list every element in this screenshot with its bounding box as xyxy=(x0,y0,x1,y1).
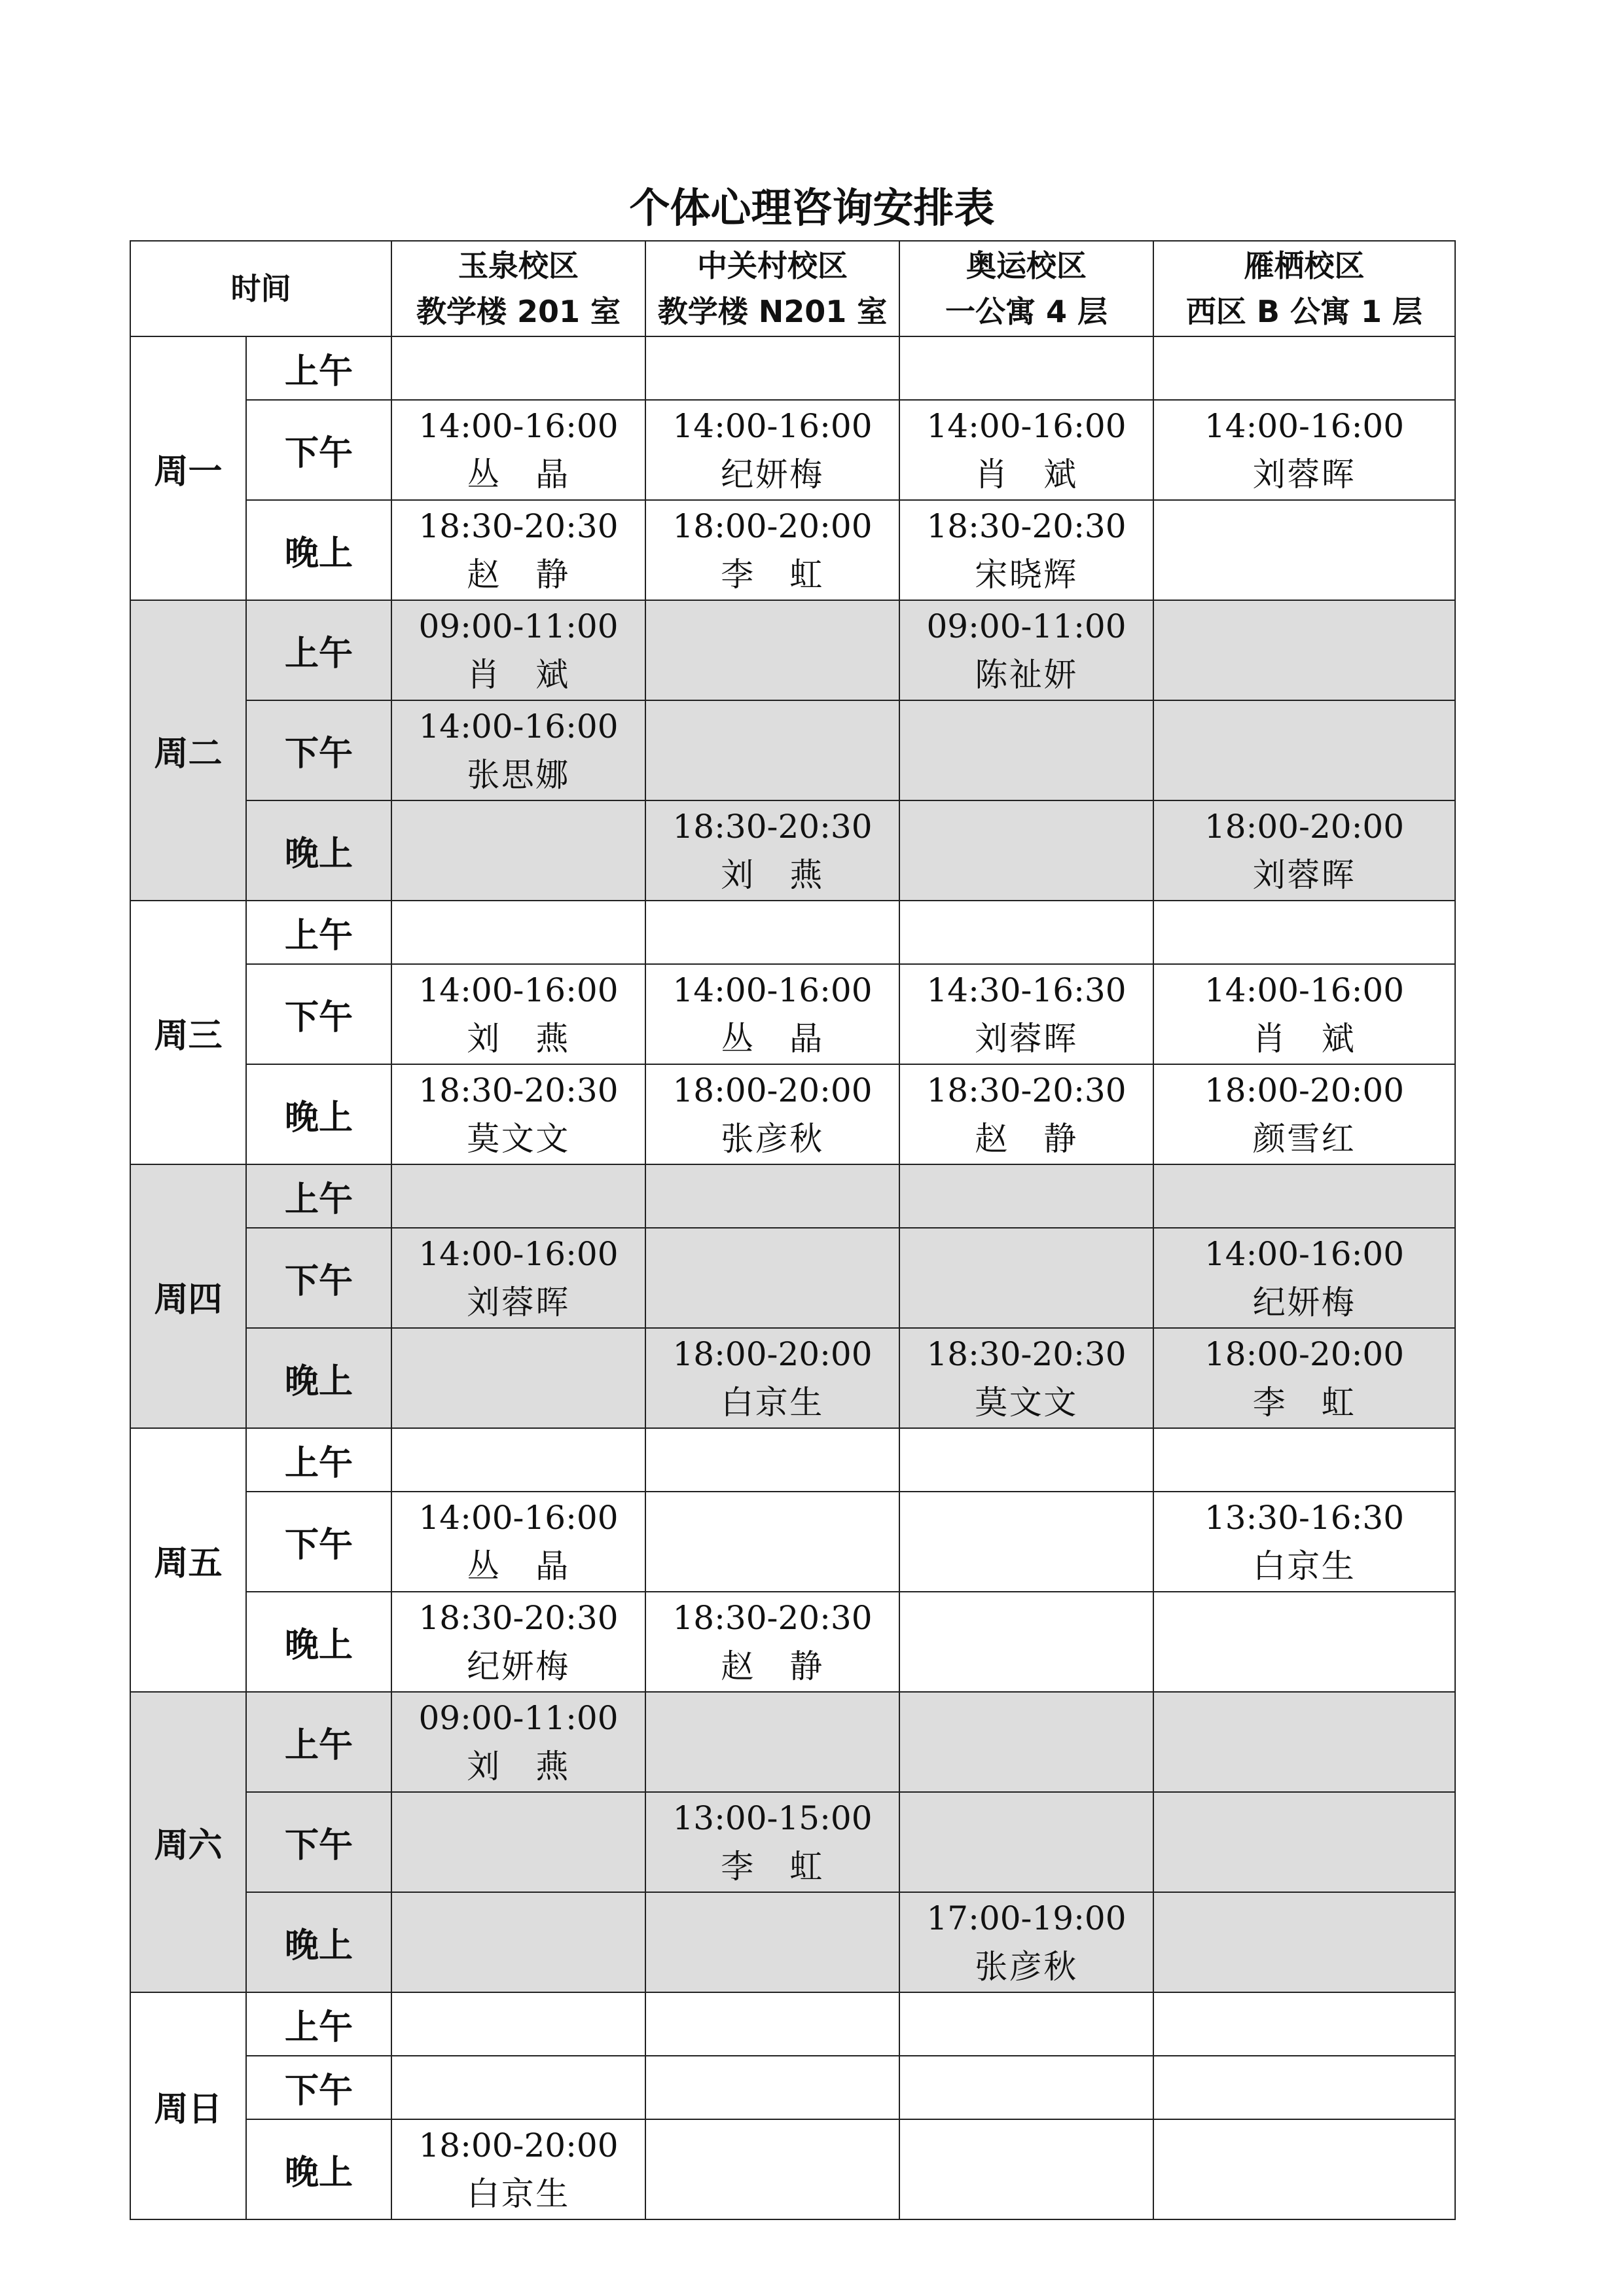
slot-time: 14:00-16:00 xyxy=(672,406,873,445)
slot-time: 14:00-16:00 xyxy=(1204,971,1405,1009)
campus-location: 教学楼 N201 室 xyxy=(657,294,888,329)
header-campus-yuquan xyxy=(391,241,645,336)
schedule-cell xyxy=(899,1064,1153,1164)
schedule-cell xyxy=(899,700,1153,800)
slot-time: 18:30-20:30 xyxy=(672,807,873,846)
slot-time: 14:00-16:00 xyxy=(418,971,619,1009)
period-label: 下午 xyxy=(246,2056,391,2119)
schedule-cell xyxy=(1153,1228,1455,1328)
schedule-row xyxy=(130,400,1455,500)
schedule-row xyxy=(130,600,1455,700)
schedule-cell xyxy=(1153,964,1455,1064)
day-label: 周四 xyxy=(130,1164,246,1428)
slot-time: 18:00-20:00 xyxy=(1204,1335,1405,1373)
schedule-cell xyxy=(645,964,899,1064)
schedule-cell xyxy=(899,1492,1153,1592)
schedule-cell xyxy=(645,1492,899,1592)
schedule-cell xyxy=(645,901,899,964)
schedule-row xyxy=(130,964,1455,1064)
period-label: 晚上 xyxy=(246,1328,391,1428)
schedule-row xyxy=(130,1328,1455,1428)
schedule-cell xyxy=(1153,800,1455,901)
header-campus-aoyun xyxy=(899,241,1153,336)
period-label: 下午 xyxy=(246,400,391,500)
schedule-cell xyxy=(645,1592,899,1692)
slot-time: 09:00-11:00 xyxy=(418,607,619,645)
counselor-name: 李 虹 xyxy=(1252,1383,1356,1422)
schedule-cell xyxy=(1153,2119,1455,2219)
day-label: 周五 xyxy=(130,1428,246,1692)
schedule-cell xyxy=(391,800,645,901)
period-label: 晚上 xyxy=(246,800,391,901)
schedule-row xyxy=(130,1892,1455,1992)
schedule-cell xyxy=(391,2119,645,2219)
schedule-cell xyxy=(1153,1692,1455,1792)
counselor-name: 肖 斌 xyxy=(467,655,570,694)
schedule-cell xyxy=(645,1692,899,1792)
day-label: 周日 xyxy=(130,1992,246,2219)
schedule-cell xyxy=(391,1228,645,1328)
schedule-cell xyxy=(899,2056,1153,2119)
schedule-cell xyxy=(391,600,645,700)
page-title: 个体心理咨询安排表 xyxy=(629,184,995,232)
header-campus-yanqi xyxy=(1153,241,1455,336)
counselor-name: 丛 晶 xyxy=(467,1547,570,1585)
campus-name: 雁栖校区 xyxy=(1244,248,1365,283)
schedule-row xyxy=(130,1992,1455,2056)
counselor-name: 肖 斌 xyxy=(975,455,1078,493)
schedule-cell xyxy=(1153,1164,1455,1228)
schedule-row xyxy=(130,1064,1455,1164)
schedule-cell xyxy=(391,1428,645,1492)
counselor-name: 李 虹 xyxy=(721,1847,824,1886)
schedule-cell xyxy=(391,400,645,500)
slot-time: 14:00-16:00 xyxy=(418,707,619,745)
slot-time: 18:30-20:30 xyxy=(926,1335,1127,1373)
counselor-name: 白京生 xyxy=(1252,1547,1356,1585)
schedule-cell xyxy=(391,1164,645,1228)
schedule-cell xyxy=(899,1692,1153,1792)
campus-location: 教学楼 201 室 xyxy=(416,294,621,329)
schedule-cell xyxy=(645,1164,899,1228)
counselor-name: 颜雪红 xyxy=(1252,1119,1356,1158)
schedule-row xyxy=(130,700,1455,800)
day-label: 周三 xyxy=(130,901,246,1164)
schedule-cell xyxy=(391,1328,645,1428)
counselor-name: 白京生 xyxy=(721,1383,824,1422)
counselor-name: 丛 晶 xyxy=(721,1019,824,1058)
slot-time: 18:00-20:00 xyxy=(672,1335,873,1373)
schedule-cell xyxy=(391,1792,645,1892)
schedule-cell xyxy=(1153,1792,1455,1892)
schedule-cell xyxy=(1153,1428,1455,1492)
period-label: 晚上 xyxy=(246,1592,391,1692)
schedule-cell xyxy=(1153,901,1455,964)
counselor-name: 丛 晶 xyxy=(467,455,570,493)
slot-time: 18:30-20:30 xyxy=(672,1598,873,1637)
schedule-cell xyxy=(391,1592,645,1692)
counselor-name: 陈祉妍 xyxy=(975,655,1078,694)
schedule-row xyxy=(130,1164,1455,1228)
slot-time: 09:00-11:00 xyxy=(926,607,1127,645)
day-label: 周六 xyxy=(130,1692,246,1992)
period-label: 上午 xyxy=(246,1164,391,1228)
schedule-cell xyxy=(645,600,899,700)
period-label: 上午 xyxy=(246,1692,391,1792)
schedule-cell xyxy=(391,1892,645,1992)
schedule-row xyxy=(130,336,1455,400)
schedule-cell xyxy=(645,1228,899,1328)
schedule-cell xyxy=(899,1892,1153,1992)
counselor-name: 宋晓辉 xyxy=(975,555,1078,594)
schedule-cell xyxy=(899,2119,1153,2219)
slot-time: 18:30-20:30 xyxy=(418,1071,619,1109)
schedule-cell xyxy=(899,964,1153,1064)
counselor-name: 莫文文 xyxy=(975,1383,1078,1422)
slot-time: 14:00-16:00 xyxy=(926,406,1127,445)
schedule-row xyxy=(130,2056,1455,2119)
campus-location: 西区 B 公寓 1 层 xyxy=(1185,294,1423,329)
slot-time: 18:00-20:00 xyxy=(1204,807,1405,846)
schedule-row xyxy=(130,1792,1455,1892)
schedule-cell xyxy=(645,700,899,800)
schedule-cell xyxy=(391,1692,645,1792)
slot-time: 18:00-20:00 xyxy=(672,1071,873,1109)
counselor-name: 张彦秋 xyxy=(721,1119,824,1158)
schedule-cell xyxy=(645,1064,899,1164)
slot-time: 13:30-16:30 xyxy=(1204,1498,1405,1537)
schedule-cell xyxy=(391,700,645,800)
period-label: 下午 xyxy=(246,1492,391,1592)
schedule-cell xyxy=(1153,1328,1455,1428)
counselor-name: 刘蓉晖 xyxy=(467,1283,570,1321)
slot-time: 14:30-16:30 xyxy=(926,971,1127,1009)
slot-time: 18:30-20:30 xyxy=(926,1071,1127,1109)
schedule-cell xyxy=(391,964,645,1064)
period-label: 晚上 xyxy=(246,1064,391,1164)
period-label: 晚上 xyxy=(246,1892,391,1992)
slot-time: 18:30-20:30 xyxy=(418,507,619,545)
header-row xyxy=(130,241,1455,336)
schedule-cell xyxy=(1153,1492,1455,1592)
schedule-cell xyxy=(645,1792,899,1892)
slot-time: 18:00-20:00 xyxy=(672,507,873,545)
schedule-cell xyxy=(899,600,1153,700)
period-label: 上午 xyxy=(246,1428,391,1492)
schedule-cell xyxy=(645,1328,899,1428)
slot-time: 18:30-20:30 xyxy=(926,507,1127,545)
slot-time: 14:00-16:00 xyxy=(418,1234,619,1273)
period-label: 上午 xyxy=(246,336,391,400)
period-label: 上午 xyxy=(246,901,391,964)
schedule-table xyxy=(130,240,1456,2220)
schedule-row xyxy=(130,1428,1455,1492)
counselor-name: 刘 燕 xyxy=(467,1747,570,1785)
campus-name: 奥运校区 xyxy=(966,248,1087,283)
counselor-name: 刘 燕 xyxy=(721,855,824,894)
slot-time: 18:00-20:00 xyxy=(1204,1071,1405,1109)
schedule-cell xyxy=(391,1992,645,2056)
header-campus-zhongguancun xyxy=(645,241,899,336)
day-label: 周一 xyxy=(130,336,246,600)
period-label: 下午 xyxy=(246,700,391,800)
slot-time: 14:00-16:00 xyxy=(1204,406,1405,445)
counselor-name: 纪妍梅 xyxy=(467,1647,570,1685)
schedule-cell xyxy=(1153,1064,1455,1164)
schedule-row xyxy=(130,2119,1455,2219)
campus-location: 一公寓 4 层 xyxy=(945,294,1108,329)
schedule-cell xyxy=(645,2119,899,2219)
period-label: 晚上 xyxy=(246,2119,391,2219)
slot-time: 17:00-19:00 xyxy=(926,1899,1127,1937)
day-label: 周二 xyxy=(130,600,246,901)
schedule-cell xyxy=(899,1792,1153,1892)
slot-time: 09:00-11:00 xyxy=(418,1698,619,1737)
schedule-cell xyxy=(645,336,899,400)
schedule-cell xyxy=(645,400,899,500)
header-time: 时间 xyxy=(130,241,391,336)
schedule-row xyxy=(130,1592,1455,1692)
counselor-name: 刘蓉晖 xyxy=(975,1019,1078,1058)
schedule-row xyxy=(130,901,1455,964)
schedule-cell xyxy=(899,336,1153,400)
schedule-row xyxy=(130,500,1455,600)
counselor-name: 张思娜 xyxy=(467,755,570,794)
schedule-cell xyxy=(391,901,645,964)
period-label: 晚上 xyxy=(246,500,391,600)
schedule-cell xyxy=(1153,2056,1455,2119)
schedule-cell xyxy=(899,400,1153,500)
schedule-cell xyxy=(1153,500,1455,600)
counselor-name: 赵 静 xyxy=(721,1647,824,1685)
period-label: 下午 xyxy=(246,1792,391,1892)
period-label: 下午 xyxy=(246,1228,391,1328)
counselor-name: 莫文文 xyxy=(467,1119,570,1158)
schedule-cell xyxy=(391,1064,645,1164)
slot-time: 14:00-16:00 xyxy=(418,406,619,445)
slot-time: 18:30-20:30 xyxy=(418,1598,619,1637)
slot-time: 14:00-16:00 xyxy=(418,1498,619,1537)
schedule-cell xyxy=(391,336,645,400)
schedule-cell xyxy=(1153,400,1455,500)
slot-time: 18:00-20:00 xyxy=(418,2126,619,2164)
slot-time: 14:00-16:00 xyxy=(1204,1234,1405,1273)
schedule-cell xyxy=(1153,336,1455,400)
schedule-row xyxy=(130,800,1455,901)
schedule-cell xyxy=(391,1492,645,1592)
schedule-cell xyxy=(645,500,899,600)
counselor-name: 纪妍梅 xyxy=(1252,1283,1356,1321)
schedule-cell xyxy=(645,1992,899,2056)
schedule-cell xyxy=(1153,1892,1455,1992)
campus-name: 玉泉校区 xyxy=(458,248,579,283)
counselor-name: 刘蓉晖 xyxy=(1252,455,1356,493)
schedule-cell xyxy=(645,2056,899,2119)
period-label: 上午 xyxy=(246,600,391,700)
schedule-cell xyxy=(899,1592,1153,1692)
schedule-cell xyxy=(899,1428,1153,1492)
schedule-cell xyxy=(645,1428,899,1492)
schedule-body xyxy=(130,336,1455,2219)
schedule-cell xyxy=(899,1164,1153,1228)
slot-time: 14:00-16:00 xyxy=(672,971,873,1009)
schedule-cell xyxy=(1153,1592,1455,1692)
counselor-name: 刘 燕 xyxy=(467,1019,570,1058)
schedule-row xyxy=(130,1492,1455,1592)
schedule-cell xyxy=(899,1228,1153,1328)
slot-time: 13:00-15:00 xyxy=(672,1799,873,1837)
schedule-row xyxy=(130,1692,1455,1792)
counselor-name: 赵 静 xyxy=(467,555,570,594)
schedule-cell xyxy=(899,800,1153,901)
counselor-name: 赵 静 xyxy=(975,1119,1078,1158)
counselor-name: 白京生 xyxy=(467,2174,570,2213)
period-label: 上午 xyxy=(246,1992,391,2056)
schedule-cell xyxy=(645,800,899,901)
schedule-cell xyxy=(391,500,645,600)
counselor-name: 纪妍梅 xyxy=(721,455,824,493)
schedule-cell xyxy=(391,2056,645,2119)
schedule-cell xyxy=(899,1328,1153,1428)
schedule-cell xyxy=(1153,600,1455,700)
schedule-row xyxy=(130,1228,1455,1328)
schedule-cell xyxy=(645,1892,899,1992)
schedule-cell xyxy=(899,1992,1153,2056)
campus-name: 中关村校区 xyxy=(697,248,848,283)
counselor-name: 张彦秋 xyxy=(975,1947,1078,1986)
period-label: 下午 xyxy=(246,964,391,1064)
schedule-cell xyxy=(899,901,1153,964)
schedule-cell xyxy=(899,500,1153,600)
schedule-cell xyxy=(1153,700,1455,800)
counselor-name: 李 虹 xyxy=(721,555,824,594)
schedule-cell xyxy=(1153,1992,1455,2056)
counselor-name: 刘蓉晖 xyxy=(1252,855,1356,894)
counselor-name: 肖 斌 xyxy=(1252,1019,1356,1058)
